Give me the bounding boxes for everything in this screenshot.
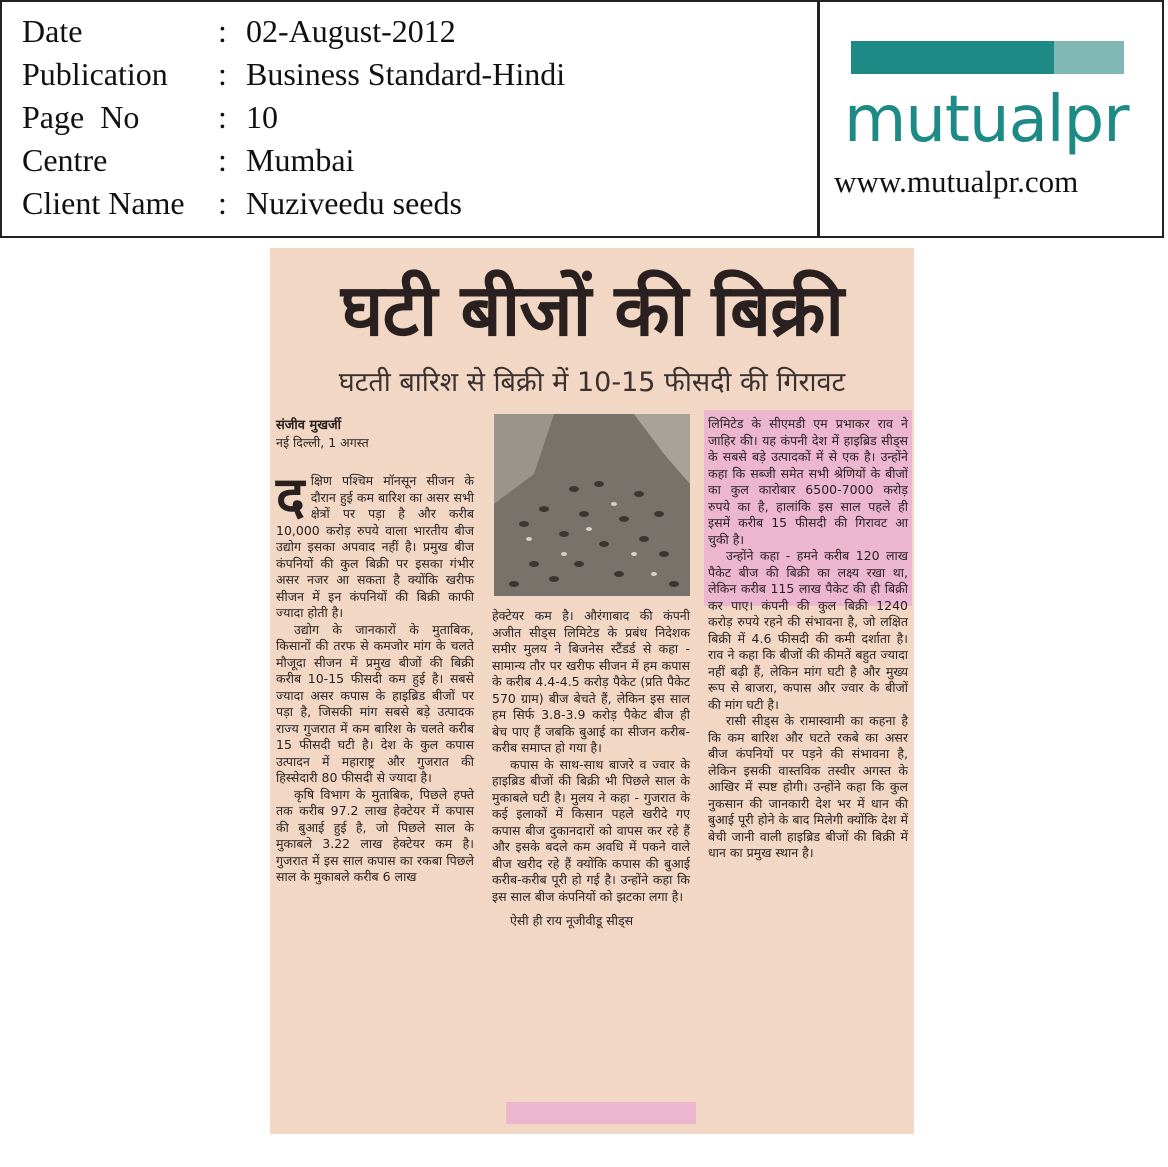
meta-colon: : (218, 56, 227, 92)
meta-row-page (22, 96, 565, 139)
article-subhead: घटती बारिश से बिक्री में 10-15 फीसदी की गिरावट (338, 367, 846, 398)
seeds-image (494, 414, 690, 596)
meta-row-date (22, 10, 565, 53)
paragraph: कृषि विभाग के मुताबिक, पिछले हफ्ते तक करीब 97.2 लाख हेक्टेयर में कपास की बुआई हुई है, जो पिछले साल के मुकाबले 3.22 लाख हेक्टेयर कम है। गुजरात में इस साल कपास का रकबा पिछले साल के मुकाबले करीब 6 लाख (276, 786, 474, 884)
meta-colon: : (218, 185, 227, 221)
paragraph: उद्योग के जानकारों के मुताबिक, किसानों की तरफ से कमजोर मांग के चलते मौजूदा सीजन में प्रमुख बीजों की बिक्री करीब 10-15 फीसदी कम हुई है। सबसे ज्यादा असर कपास के हाइब्रिड बीजों पर पड़ा है, जिसकी मांग सबसे बड़े उत्पादक राज्य गुजरात में कम बारिश के चलते करीब 15 फीसदी घटी है। देश के कुल कपास उत्पादन में महाराष्ट्र और गुजरात की हिस्सेदारी 80 फीसदी से ज्यादा है। (276, 621, 474, 785)
article-column-3 (708, 416, 908, 862)
logo-bar-light (1054, 41, 1124, 74)
meta-value: Mumbai (246, 142, 355, 178)
meta-colon: : (218, 142, 227, 178)
article-headline: घटी बीजों की बिक्री (340, 268, 844, 352)
clipping-header (0, 0, 1164, 238)
logo-bar-dark (851, 41, 1054, 74)
highlight-line (506, 1102, 696, 1124)
paragraph: कपास के साथ-साथ बाजरे व ज्वार के हाइब्रिड बीजों की बिक्री भी पिछले साल के मुकाबले घटी है। मुलय ने कहा - गुजरात के कई इलाकों में किसान पहले खरीदे गए कपास बीज दुकानदारों को वापस कर रहे हैं और इसके बदले कम अवधि में पकने वाले बीज खरीद रहे हैं क्योंकि कपास की बुआई करीब-करीब पूरी हो गई है। उन्होंने कहा कि इस साल बीज कंपनियों को झटका लगा है। (492, 756, 690, 904)
paragraph: रासी सीड्स के रामास्वामी का कहना है कि कम बारिश और घटते रकबे का असर बीज कंपनियों पर पड़ने की संभावना है, लेकिन इसकी वास्तविक तस्वीर अगस्त के आखिर में स्पष्ट होगी। उन्होंने कहा कि कुल नुकसान की जानकारी देश भर में धान की बुआई पूरी होने के बाद मिलेगी क्योंकि देश में बेची जानी वाली हाइब्रिड बीजों की बिक्री में धान का प्रमुख स्थान है। (708, 713, 908, 860)
article-column-1 (276, 418, 474, 886)
newspaper-clipping (270, 248, 914, 1134)
meta-label: Date (22, 13, 83, 49)
article-dateline: नई दिल्ली, 1 अगस्त (276, 434, 369, 450)
meta-colon: : (218, 99, 227, 135)
drop-cap: द (276, 465, 305, 528)
logo-url: www.mutualpr.com (834, 164, 1079, 199)
meta-value: Nuziveedu seeds (246, 185, 462, 221)
meta-label: Publication (22, 56, 168, 92)
paragraph (276, 465, 474, 622)
meta-row-centre (22, 139, 565, 182)
meta-value: 10 (246, 99, 278, 135)
paragraph-text: क्षिण पश्चिम मॉनसून सीजन के दौरान हुई कम बारिश का असर सभी क्षेत्रों पर पड़ा है और करीब 10,000 करोड़ रुपये वाला भारतीय बीज उद्योग इसका अपवाद नहीं है। प्रमुख बीज कंपनियों की कुल बिक्री पर इसका गंभीर असर नजर आ सकता है क्योंकि खरीफ सीजन में इन कंपनियों की बिक्री काफी ज्यादा होती है। (276, 473, 474, 620)
meta-label: Client Name (22, 185, 185, 221)
mutualpr-logo (822, 2, 1166, 240)
paragraph: उन्होंने कहा - हमने करीब 120 लाख पैकेट बीज की बिक्री का लक्ष्य रखा था, लेकिन करीब 115 लाख पैकेट की ही बिक्री कर पाए। कंपनी की कुल बिक्री 1240 करोड़ रुपये रहने की संभावना है, जो लक्षित बिक्री में 4.6 फीसदी की कमी दर्शाता है। राव ने कहा कि बीजों की कीमतें बहुत ज्यादा नहीं बढ़ी हैं, लेकिन मांग घटी है और मुख्य रूप से बाजरा, कपास और ज्वार के बीजों की मांग घटी है। (708, 548, 908, 712)
paragraph: ऐसी ही राय नूजीवीडू सीड्स (510, 913, 634, 928)
meta-label: Page No (22, 99, 140, 135)
meta-value: Business Standard-Hindi (246, 56, 566, 92)
logo-wordmark: mutualpr (844, 83, 1129, 157)
article-byline: संजीव मुखर्जी (276, 418, 341, 433)
paragraph: हेक्टेयर कम है। औरंगाबाद की कंपनी अजीत सीड्स लिमिटेड के प्रबंध निदेशक समीर मुलय ने बिजनेस स्टैंडर्ड से कहा - सामान्य तौर पर खरीफ सीजन में हम कपास के करीब 4.4-4.5 करोड़ पैकेट (प्रति पैकेट 570 ग्राम) बीज बेचते हैं, लेकिन इस साल हम सिर्फ 3.8-3.9 करोड़ पैकेट बीज ही बेच पाए हैं जबकि बुआई का सीजन करीब-करीब समाप्त हो गया है। (492, 608, 690, 755)
meta-table (22, 10, 565, 225)
paragraph: लिमिटेड के सीएमडी एम प्रभाकर राव ने जाहिर की। यह कंपनी देश में हाइब्रिड सीड्स के सबसे बड़े उत्पादकों में से एक है। उन्होंने कहा कि सब्जी समेत सभी श्रेणियों के बीजों का कुल कारोबार 6500-7000 करोड़ रुपये का है, हालांकि इस साल पहले ही इसमें करीब 15 फीसदी की गिरावट आ चुकी है। (708, 416, 908, 547)
header-divider (817, 2, 820, 236)
meta-value: 02-August-2012 (246, 13, 456, 49)
meta-colon: : (218, 13, 227, 49)
article-column-2 (492, 608, 690, 930)
meta-label: Centre (22, 142, 108, 178)
meta-row-client (22, 182, 565, 225)
seeds-photo (494, 414, 690, 596)
meta-row-publication (22, 53, 565, 96)
